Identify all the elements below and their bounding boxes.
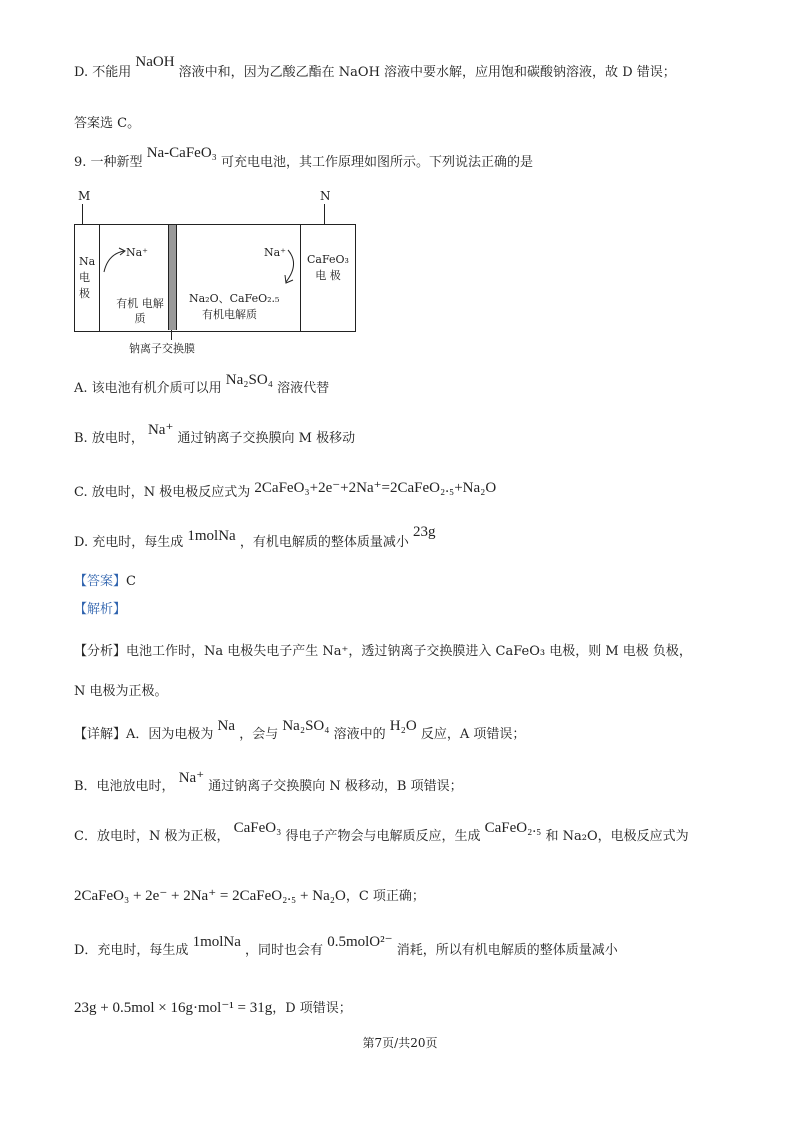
option-b-formula: Na⁺ — [147, 422, 174, 438]
option-b — [74, 422, 356, 449]
detail-b-rest: 通过钠离子交换膜向 N 极移动，B 项错误； — [208, 779, 463, 794]
detail-a-f3: H₂O — [389, 718, 417, 734]
fenxi-tag: 【分析】 — [74, 644, 127, 659]
detail-b-formula: Na⁺ — [178, 770, 205, 786]
fenxi-text: 电池工作时，Na 电极失电子产生 Na⁺，透过钠离子交换膜进入 CaFeO₃ 电极，则 M 电极 负极， — [126, 644, 692, 659]
answer-value: C — [126, 574, 136, 589]
detail-a-prefix: A．因为电极为 — [126, 727, 214, 742]
option-a — [74, 372, 330, 399]
detail-a-f1: Na — [217, 718, 236, 734]
arrow-right-icon — [276, 248, 302, 286]
q9-stem-prefix: 9. 一种新型 — [74, 155, 143, 170]
label-n: N — [320, 189, 331, 203]
prev-answer: 答案选 C。 — [74, 116, 141, 131]
detail-a-f2: Na₂SO₄ — [282, 718, 330, 734]
option-d — [74, 524, 436, 553]
fenxi-line-2: N 电极为正极。 — [74, 684, 168, 699]
na-electrode-label: Na 电 极 — [79, 255, 96, 300]
membrane-label: 钠离子交换膜 — [129, 342, 195, 355]
d-equation: 23g + 0.5mol × 16g·mol⁻¹ = 31g — [74, 1000, 273, 1016]
detail-c-rest: 和 Na₂O，电极反应式为 — [545, 829, 689, 844]
answer-tag: 【答案】 — [74, 574, 127, 589]
na-ion-left: Na⁺ — [126, 246, 148, 259]
detail-c-f1: CaFeO₃ — [233, 820, 282, 836]
option-b-rest: 通过钠离子交换膜向 M 极移动 — [177, 431, 356, 446]
detail-c-f2: CaFeO₂.₅ — [484, 820, 542, 836]
option-d-prefix: D. 充电时，每生成 — [74, 535, 184, 550]
detail-a — [74, 718, 526, 745]
detail-d — [74, 934, 618, 961]
lead-n — [324, 204, 325, 224]
detail-c-prefix: C．放电时，N 极为正极， — [74, 829, 230, 844]
detail-b — [74, 770, 463, 797]
na-ion-right: Na⁺ — [264, 246, 286, 259]
detail-a-rest: 反应，A 项错误； — [420, 727, 526, 742]
detail-d-prefix: D．充电时，每生成 — [74, 943, 189, 958]
answer-line — [74, 572, 136, 592]
d-equation-rest: ，D 项错误； — [272, 1001, 352, 1016]
detail-b-prefix: B．电池放电时， — [74, 779, 175, 794]
c-equation: 2CaFeO₃ + 2e⁻ + 2Na⁺ = 2CaFeO₂.₅ + Na₂O — [74, 888, 346, 904]
option-c — [74, 482, 496, 503]
detail-c-mid: 得电子产物会与电解质反应，生成 — [285, 829, 481, 844]
right-electrolyte: 有机电解质 — [202, 308, 257, 321]
detail-a-mid2: 溶液中的 — [333, 727, 386, 742]
ion-exchange-membrane — [168, 225, 177, 330]
battery-diagram — [74, 188, 364, 358]
option-c-prefix: C. 放电时，N 极电极反应式为 — [74, 485, 251, 500]
q9-stem-formula: Na-CaFeO₃ — [146, 145, 217, 161]
option-d-formula1: 1molNa — [187, 528, 236, 544]
analysis-heading — [74, 600, 126, 620]
prev-d-prefix: D. 不能用 — [74, 65, 132, 80]
detail-d-rest: 消耗，所以有机电解质的整体质量减小 — [396, 943, 618, 958]
prev-d-rest: 溶液中和，因为乙酸乙酯在 NaOH 溶液中要水解，应用饱和碳酸钠溶液，故 D 错误； — [178, 65, 676, 80]
option-a-formula: Na₂SO₄ — [225, 372, 273, 388]
option-c-formula: 2CaFeO₃+2e⁻+2Na⁺=2CaFeO₂.₅+Na₂O — [254, 480, 497, 496]
c-equation-rest: ，C 项正确； — [345, 889, 425, 904]
page-footer: 第7页/共20页 — [362, 1036, 438, 1050]
detail-d-equation — [74, 998, 352, 1019]
detail-d-f1: 1molNa — [192, 934, 241, 950]
lead-m — [82, 204, 83, 224]
q9-stem-rest: 可充电电池，其工作原理如图所示。下列说法正确的是 — [221, 155, 534, 170]
detail-d-mid: ，同时也会有 — [245, 943, 324, 958]
fenxi-line — [74, 642, 692, 662]
option-a-prefix: A. 该电池有机介质可以用 — [74, 381, 222, 396]
detail-d-f2: 0.5molO²⁻ — [327, 934, 393, 950]
option-b-prefix: B. 放电时， — [74, 431, 144, 446]
left-electrolyte: 有机 电解质 — [116, 297, 164, 325]
option-d-formula2: 23g — [413, 524, 436, 540]
option-a-rest: 溶液代替 — [277, 381, 330, 396]
right-content: Na₂O、CaFeO₂.₅ — [189, 292, 280, 305]
xiangjie-tag: 【详解】 — [74, 727, 127, 742]
q9-stem — [74, 145, 534, 173]
detail-a-mid: ，会与 — [239, 727, 279, 742]
arrow-left-icon — [100, 246, 130, 276]
detail-c-equation — [74, 886, 425, 907]
cafeo3-electrode-label: CaFeO₃ 电 极 — [307, 253, 349, 282]
detail-c — [74, 820, 689, 847]
option-d-middle: ，有机电解质的整体质量减小 — [239, 535, 409, 550]
prev-d-formula: NaOH — [135, 54, 175, 70]
membrane-leader — [171, 330, 172, 340]
analysis-tag: 【解析】 — [74, 602, 127, 617]
label-m: M — [78, 189, 91, 203]
prev-option-d — [74, 54, 676, 83]
